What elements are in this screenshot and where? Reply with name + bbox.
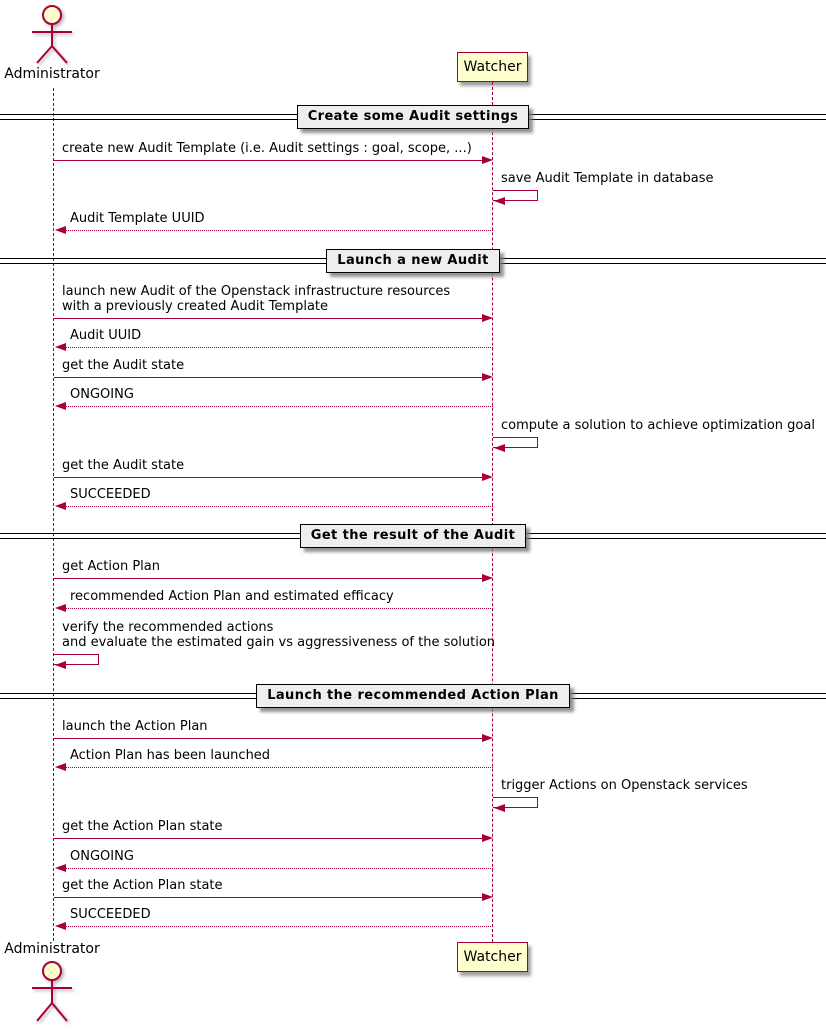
message-label-line: SUCCEEDED	[70, 907, 151, 922]
message-label-line: trigger Actions on Openstack services	[501, 778, 748, 793]
message-label-line: ONGOING	[70, 387, 134, 402]
message-label-line: and evaluate the estimated gain vs aggressiveness of the solution	[62, 635, 496, 650]
message-label	[62, 141, 472, 156]
return-arrow	[63, 230, 493, 231]
participant-label: Watcher	[463, 949, 522, 965]
message-label-line: Action Plan has been launched	[70, 748, 271, 763]
return-arrow	[63, 406, 493, 407]
message-label	[62, 358, 184, 373]
arrow-head-icon	[55, 604, 66, 612]
arrow-head-icon	[482, 314, 493, 322]
actor-administrator-bottom	[4, 941, 100, 1025]
message-label	[62, 719, 208, 734]
actor-stick-figure-icon	[29, 4, 75, 66]
actor-label: Administrator	[4, 941, 100, 957]
arrow-head-icon	[494, 444, 505, 452]
message-arrow	[54, 738, 484, 739]
message-label-line: compute a solution to achieve optimization goal	[501, 418, 815, 433]
lifeline-watcher	[492, 82, 493, 942]
return-arrow	[63, 926, 493, 927]
self-message-label	[501, 418, 815, 433]
message-label-line: get Action Plan	[62, 559, 160, 574]
arrow-head-icon	[55, 864, 66, 872]
message-label-line: recommended Action Plan and estimated efficacy	[70, 589, 394, 604]
message-label	[62, 284, 450, 314]
arrow-head-icon	[55, 402, 66, 410]
arrow-head-icon	[482, 473, 493, 481]
message-arrow	[54, 160, 484, 161]
arrow-head-icon	[494, 197, 505, 205]
arrow-head-icon	[482, 834, 493, 842]
return-arrow	[63, 347, 493, 348]
return-label	[70, 748, 270, 763]
message-arrow	[54, 897, 484, 898]
actor-stick-figure-icon	[29, 957, 75, 1025]
section-divider	[0, 105, 826, 129]
message-label	[62, 878, 223, 893]
return-label	[70, 211, 205, 226]
message-label	[62, 819, 223, 834]
arrow-head-icon	[482, 734, 493, 742]
participant-watcher-top	[457, 52, 528, 82]
self-message-label	[501, 171, 714, 186]
message-arrow	[54, 377, 484, 378]
message-label	[62, 458, 184, 473]
return-arrow	[63, 608, 493, 609]
message-label-line: with a previously created Audit Template	[62, 299, 329, 314]
message-arrow	[54, 477, 484, 478]
return-arrow	[63, 506, 493, 507]
arrow-head-icon	[55, 502, 66, 510]
message-label-line: Audit Template UUID	[70, 211, 205, 226]
message-label-line: get the Audit state	[62, 458, 185, 473]
self-message-label	[62, 620, 495, 650]
message-label-line: get the Audit state	[62, 358, 185, 373]
arrow-head-icon	[55, 763, 66, 771]
arrow-head-icon	[55, 226, 66, 234]
message-label	[62, 559, 160, 574]
participant-watcher-bottom	[457, 942, 528, 972]
lifeline-administrator	[53, 88, 54, 941]
return-arrow	[63, 868, 493, 869]
message-arrow	[54, 578, 484, 579]
return-arrow	[63, 767, 493, 768]
arrow-head-icon	[482, 574, 493, 582]
message-label-line: Audit UUID	[70, 328, 142, 343]
message-label-line: SUCCEEDED	[70, 487, 151, 502]
section-divider	[0, 684, 826, 708]
return-label	[70, 328, 141, 343]
message-label-line: get the Action Plan state	[62, 819, 223, 834]
arrow-head-icon	[494, 804, 505, 812]
self-message-label	[501, 778, 748, 793]
section-divider	[0, 249, 826, 273]
arrow-head-icon	[482, 373, 493, 381]
message-arrow	[54, 838, 484, 839]
arrow-head-icon	[482, 156, 493, 164]
section-divider-label: Create some Audit settings	[297, 105, 530, 129]
return-label	[70, 487, 151, 502]
participant-label: Watcher	[463, 59, 522, 75]
message-label-line: create new Audit Template (i.e. Audit settings : goal, scope, ...)	[62, 141, 472, 156]
arrow-head-icon	[55, 661, 66, 669]
return-label	[70, 907, 151, 922]
return-label	[70, 849, 134, 864]
section-divider	[0, 524, 826, 548]
arrow-head-icon	[55, 343, 66, 351]
message-arrow	[54, 318, 484, 319]
message-label-line: get the Action Plan state	[62, 878, 223, 893]
message-label-line: verify the recommended actions	[62, 620, 274, 635]
actor-administrator-top	[4, 4, 100, 82]
section-divider-label: Get the result of the Audit	[300, 524, 526, 548]
section-divider-label: Launch a new Audit	[326, 249, 499, 273]
actor-label: Administrator	[4, 66, 100, 82]
return-label	[70, 589, 394, 604]
arrow-head-icon	[55, 922, 66, 930]
return-label	[70, 387, 134, 402]
message-label-line: save Audit Template in database	[501, 171, 714, 186]
message-label-line: ONGOING	[70, 849, 134, 864]
message-label-line: launch new Audit of the Openstack infrastructure resources	[62, 284, 451, 299]
arrow-head-icon	[482, 893, 493, 901]
message-label-line: launch the Action Plan	[62, 719, 208, 734]
section-divider-label: Launch the recommended Action Plan	[256, 684, 570, 708]
